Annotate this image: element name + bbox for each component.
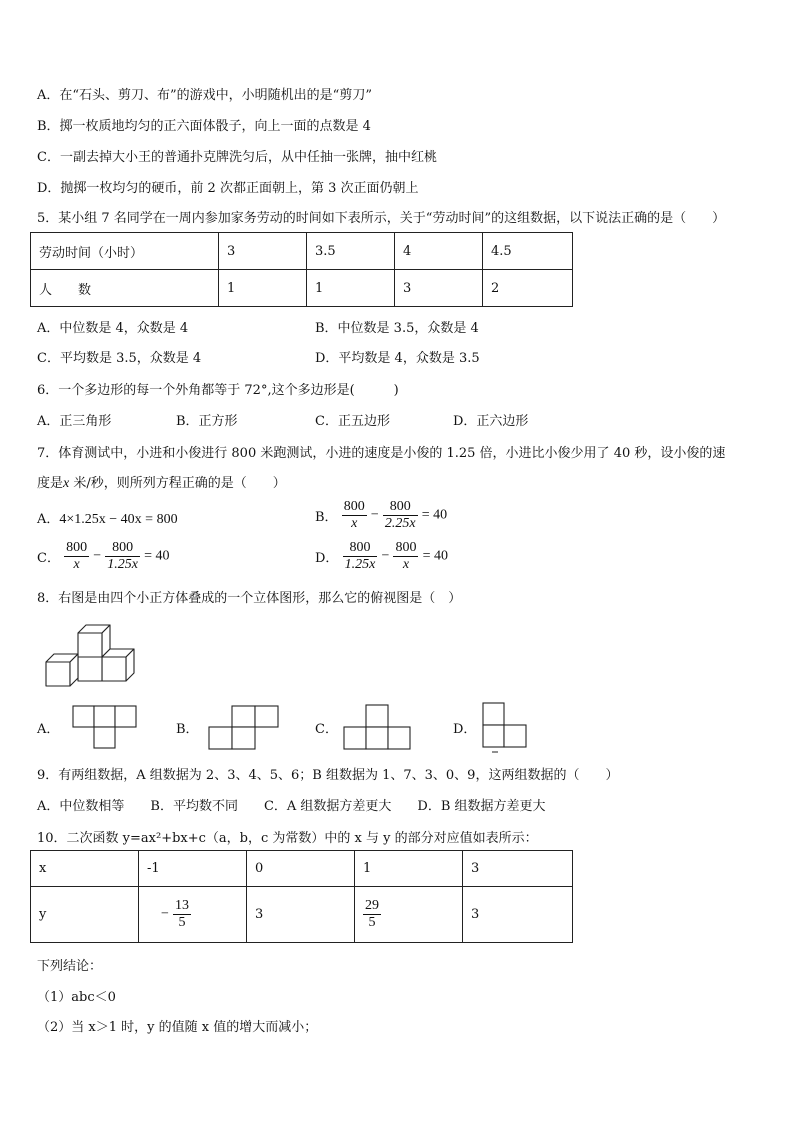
denominator: 2.25x — [384, 516, 416, 531]
numerator: 13 — [175, 898, 190, 913]
equals-value: = 40 — [421, 507, 448, 523]
q8-label-a: A． — [37, 722, 60, 737]
option-label: A． — [37, 512, 60, 527]
top-view-option-a — [72, 705, 142, 750]
equals-value: = 40 — [144, 548, 170, 564]
q6-option-d: D．正六边形 — [453, 414, 529, 429]
table-cell — [139, 887, 247, 943]
q5-stem: 5．某小组 7 名同学在一周内参加家务劳动的时间如下表所示，关于“劳动时间”的这组数据，以下说法正确的是（ ） — [37, 211, 726, 226]
q9-options: A．中位数相等 B．平均数不同 C．A 组数据方差更大 D．B 组数据方差更大 — [37, 799, 546, 814]
table-cell: 4.5 — [483, 233, 573, 270]
table-cell: 2 — [483, 270, 573, 307]
option-label: D． — [315, 551, 339, 566]
denominator: 5 — [178, 915, 186, 930]
option-label: B． — [315, 510, 338, 525]
q7-stem-line2 — [37, 472, 286, 492]
minus-sign: − — [93, 548, 102, 564]
q10-stem: 10．二次函数 y=ax²+bx+c（a，b，c 为常数）中的 x 与 y 的部分对应值如表所示： — [37, 831, 538, 846]
q6-stem: 6．一个多边形的每一个外角都等于 72°,这个多边形是( ) — [37, 383, 399, 398]
denominator: x — [73, 557, 80, 572]
q8-label-c: C． — [315, 722, 338, 737]
denominator: 1.25x — [344, 557, 376, 572]
numerator: 29 — [365, 898, 379, 913]
table-cell: 1 — [219, 270, 307, 307]
q9-stem: 9．有两组数据，A 组数据为 2、3、4、5、6；B 组数据为 1、7、3、0、9，这两组数据的（ ） — [37, 768, 619, 783]
table-cell: 1 — [355, 851, 463, 887]
q7-option-a — [37, 508, 178, 528]
q6-option-a: A．正三角形 — [37, 414, 112, 429]
q7-stem-text: 米/秒，则所列方程正确的是（ ） — [69, 476, 286, 491]
numerator: 800 — [105, 540, 140, 557]
top-view-option-c — [343, 704, 413, 750]
q4-option-b: B．掷一枚质地均匀的正六面体骰子，向上一面的点数是 4 — [37, 119, 371, 134]
table-row — [31, 887, 573, 943]
q8-label-d: D． — [453, 722, 477, 737]
table-cell: 劳动时间（小时） — [31, 233, 219, 270]
table-cell: 3 — [219, 233, 307, 270]
table-cell: 3 — [247, 887, 355, 943]
denominator: x — [402, 557, 410, 572]
table-cell: -1 — [139, 851, 247, 887]
fraction — [173, 898, 191, 931]
q7-option-d — [315, 540, 448, 573]
minus-sign: − — [370, 507, 379, 523]
q10-conclusion-heading: 下列结论： — [37, 959, 103, 974]
q7-option-c — [37, 540, 170, 573]
q7-stem-text: 度是 — [37, 476, 64, 491]
numerator: 800 — [343, 540, 378, 557]
fraction — [105, 540, 140, 573]
fraction — [64, 540, 89, 573]
option-label: C． — [37, 551, 60, 566]
numerator: 800 — [383, 499, 418, 516]
table-cell: 3 — [463, 851, 573, 887]
denominator: x — [351, 516, 358, 531]
numerator: 800 — [395, 540, 417, 555]
table-cell: 3 — [463, 887, 573, 943]
q6-option-b: B．正方形 — [176, 414, 238, 429]
q6-option-c: C．正五边形 — [315, 414, 390, 429]
table-cell: 3 — [395, 270, 483, 307]
numerator: 800 — [343, 499, 365, 514]
table-cell: y — [31, 887, 139, 943]
table-row — [31, 233, 573, 270]
q7-stem-line1: 7．体育测试中，小进和小俊进行 800 米跑测试，小进的速度是小俊的 1.25 倍，小进比小俊少用了 40 秒，设小俊的速 — [37, 446, 726, 461]
table-cell: 3.5 — [307, 233, 395, 270]
fraction — [343, 540, 378, 573]
fraction — [383, 499, 418, 532]
table-cell: x — [31, 851, 139, 887]
fraction — [363, 898, 381, 931]
q5-option-a: A．中位数是 4，众数是 4 — [37, 321, 189, 336]
q4-option-a: A．在“石头、剪刀、布”的游戏中，小明随机出的是“剪刀” — [37, 88, 372, 103]
q8-label-b: B． — [176, 722, 199, 737]
numerator: 800 — [66, 540, 88, 555]
table-row — [31, 851, 573, 887]
cube-stack-figure — [40, 620, 140, 690]
minus-sign: − — [381, 548, 390, 564]
q5-table — [30, 232, 573, 307]
q10-table — [30, 850, 573, 943]
top-view-option-d — [482, 702, 530, 754]
table-row — [31, 270, 573, 307]
top-view-option-b — [208, 705, 280, 751]
q7-variable: x — [63, 476, 70, 491]
q5-option-d: D．平均数是 4，众数是 3.5 — [315, 351, 480, 366]
q7-option-b — [315, 499, 447, 532]
q10-conclusion-2: （2）当 x＞1 时，y 的值随 x 值的增大而减小； — [37, 1020, 318, 1035]
q4-option-c: C．一副去掉大小王的普通扑克牌洗匀后，从中任抽一张牌，抽中红桃 — [37, 150, 437, 165]
table-cell: 1 — [307, 270, 395, 307]
q10-conclusion-1: （1）abc＜0 — [37, 990, 116, 1005]
equation: 4×1.25x − 40x = 800 — [59, 512, 178, 527]
table-cell — [355, 887, 463, 943]
q4-option-d: D．抛掷一枚均匀的硬币，前 2 次都正面朝上，第 3 次正面仍朝上 — [37, 181, 419, 196]
denominator: 5 — [368, 915, 376, 930]
table-cell: 4 — [395, 233, 483, 270]
fraction — [393, 540, 418, 573]
q8-stem: 8．右图是由四个小正方体叠成的一个立体图形，那么它的俯视图是（ ） — [37, 591, 462, 606]
q5-option-c: C．平均数是 3.5，众数是 4 — [37, 351, 202, 366]
negative-sign: − — [161, 906, 169, 922]
q5-option-b: B．中位数是 3.5，众数是 4 — [315, 321, 479, 336]
fraction — [342, 499, 367, 532]
table-cell: 0 — [247, 851, 355, 887]
equals-value: = 40 — [422, 548, 449, 564]
table-cell: 人 数 — [31, 270, 219, 307]
denominator: 1.25x — [107, 557, 138, 572]
